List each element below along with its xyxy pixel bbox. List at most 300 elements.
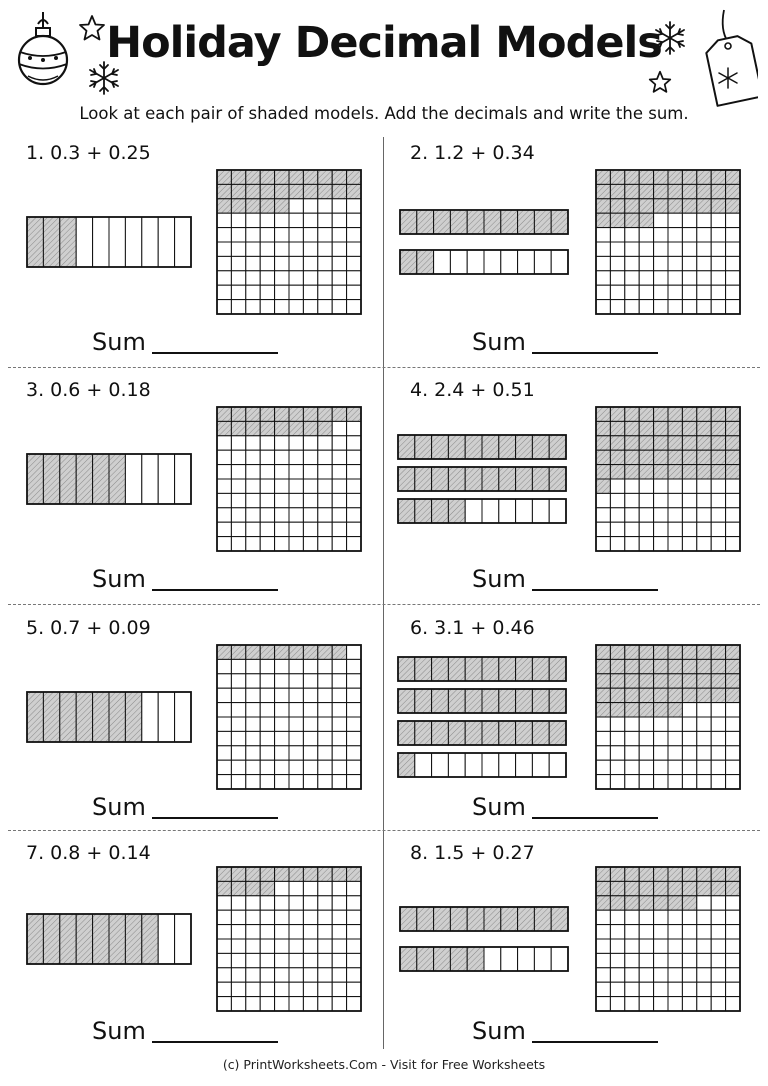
hundredths-cell bbox=[318, 256, 332, 270]
tenths-cell-shaded bbox=[448, 499, 465, 523]
hundredths-cell bbox=[217, 213, 231, 227]
hundredths-cell bbox=[318, 775, 332, 789]
hundredths-cell-shaded bbox=[639, 184, 653, 198]
tenths-cell bbox=[499, 499, 516, 523]
tenths-cell bbox=[450, 250, 467, 274]
hundredths-cell bbox=[289, 522, 303, 536]
hundredths-cell bbox=[231, 493, 245, 507]
hundredths-cell-shaded bbox=[697, 436, 711, 450]
hundredths-cell bbox=[697, 228, 711, 242]
tenths-cell bbox=[142, 692, 158, 742]
tenths-cell bbox=[415, 753, 432, 777]
hundredths-cell bbox=[303, 285, 317, 299]
hundredths-cell-shaded bbox=[668, 659, 682, 673]
problem-4 bbox=[384, 377, 768, 605]
hundredths-cell bbox=[347, 746, 361, 760]
hundredths-cell bbox=[303, 760, 317, 774]
hundredths-cell-shaded bbox=[711, 688, 725, 702]
hundredths-cell-shaded bbox=[625, 407, 639, 421]
hundredths-cell bbox=[726, 242, 740, 256]
tenths-cell bbox=[448, 753, 465, 777]
hundredths-cell bbox=[275, 746, 289, 760]
tenths-cell-shaded bbox=[432, 435, 449, 459]
hundredths-cell bbox=[289, 479, 303, 493]
hundredths-cell-shaded bbox=[639, 407, 653, 421]
tenths-cell bbox=[551, 947, 568, 971]
tenths-cell-shaded bbox=[93, 454, 109, 504]
decimal-models bbox=[0, 377, 384, 577]
hundredths-cell bbox=[289, 436, 303, 450]
hundredths-cell bbox=[260, 479, 274, 493]
hundredths-cell bbox=[246, 997, 260, 1011]
hundredths-cell-shaded bbox=[639, 703, 653, 717]
hundredths-cell-shaded bbox=[217, 407, 231, 421]
sum-answer-line[interactable] bbox=[152, 589, 278, 591]
hundredths-cell-shaded bbox=[697, 199, 711, 213]
hundredths-cell bbox=[654, 285, 668, 299]
tenths-cell-shaded bbox=[499, 657, 516, 681]
hundredths-cell bbox=[231, 896, 245, 910]
hundredths-cell bbox=[347, 522, 361, 536]
hundredths-cell bbox=[303, 271, 317, 285]
tenths-cell-shaded bbox=[434, 210, 451, 234]
hundredths-cell bbox=[625, 300, 639, 314]
hundredths-cell-shaded bbox=[639, 688, 653, 702]
hundredths-cell-shaded bbox=[726, 170, 740, 184]
hundredths-cell bbox=[318, 300, 332, 314]
hundredths-cell-shaded bbox=[639, 867, 653, 881]
hundredths-cell bbox=[347, 731, 361, 745]
hundredths-cell bbox=[639, 910, 653, 924]
hundredths-cell bbox=[289, 450, 303, 464]
hundredths-cell bbox=[639, 493, 653, 507]
hundredths-cell bbox=[610, 925, 624, 939]
tenths-cell-shaded bbox=[551, 907, 568, 931]
hundredths-cell-shaded bbox=[668, 421, 682, 435]
hundredths-cell bbox=[303, 479, 317, 493]
hundredths-cell bbox=[332, 997, 346, 1011]
tenths-cell bbox=[125, 217, 141, 267]
decimal-models bbox=[384, 377, 768, 577]
hundredths-cell bbox=[726, 228, 740, 242]
hundredths-cell bbox=[697, 703, 711, 717]
hundredths-cell-shaded bbox=[275, 645, 289, 659]
hundredths-cell bbox=[217, 775, 231, 789]
decimal-models bbox=[384, 840, 768, 1040]
hundredths-cell-shaded bbox=[596, 436, 610, 450]
hundredths-cell bbox=[596, 242, 610, 256]
hundredths-cell bbox=[231, 271, 245, 285]
hundredths-cell bbox=[303, 450, 317, 464]
hundredths-cell-shaded bbox=[596, 896, 610, 910]
hundredths-cell bbox=[711, 508, 725, 522]
hundredths-cell bbox=[303, 300, 317, 314]
hundredths-cell-shaded bbox=[697, 674, 711, 688]
sum-answer-line[interactable] bbox=[532, 817, 658, 819]
hundredths-cell bbox=[275, 910, 289, 924]
hundredths-cell-shaded bbox=[231, 407, 245, 421]
hundredths-cell-shaded bbox=[625, 674, 639, 688]
hundredths-cell bbox=[289, 508, 303, 522]
hundredths-cell-shaded bbox=[260, 867, 274, 881]
hundredths-cell bbox=[260, 300, 274, 314]
hundredths-cell bbox=[682, 479, 696, 493]
hundredths-cell bbox=[246, 910, 260, 924]
hundredths-cell-shaded bbox=[697, 450, 711, 464]
hundredths-cell bbox=[726, 703, 740, 717]
hundredths-cell bbox=[697, 939, 711, 953]
sum-label: Sum bbox=[472, 328, 526, 356]
hundredths-cell bbox=[260, 213, 274, 227]
hundredths-cell bbox=[711, 479, 725, 493]
tenths-cell-shaded bbox=[467, 907, 484, 931]
hundredths-cell bbox=[246, 508, 260, 522]
hundredths-cell bbox=[726, 271, 740, 285]
hundredths-cell-shaded bbox=[726, 867, 740, 881]
hundredths-cell-shaded bbox=[639, 465, 653, 479]
hundredths-cell-shaded bbox=[697, 465, 711, 479]
hundredths-cell bbox=[668, 271, 682, 285]
hundredths-cell bbox=[318, 982, 332, 996]
hundredths-cell bbox=[726, 953, 740, 967]
hundredths-cell bbox=[231, 522, 245, 536]
hundredths-cell-shaded bbox=[332, 407, 346, 421]
problem-1 bbox=[0, 140, 384, 368]
hundredths-cell bbox=[231, 537, 245, 551]
decimal-models bbox=[0, 840, 384, 1040]
tenths-cell-shaded bbox=[434, 907, 451, 931]
hundredths-cell bbox=[231, 213, 245, 227]
hundredths-cell-shaded bbox=[726, 436, 740, 450]
hundredths-cell bbox=[668, 760, 682, 774]
hundredths-cell-shaded bbox=[625, 450, 639, 464]
hundredths-cell-shaded bbox=[668, 703, 682, 717]
hundredths-cell bbox=[610, 300, 624, 314]
hundredths-cell-shaded bbox=[303, 170, 317, 184]
hundredths-cell bbox=[697, 910, 711, 924]
problem-expression: 5. 0.7 + 0.09 bbox=[26, 617, 151, 639]
hundredths-cell bbox=[682, 537, 696, 551]
hundredths-cell bbox=[726, 997, 740, 1011]
hundredths-cell bbox=[711, 300, 725, 314]
hundredths-cell bbox=[654, 242, 668, 256]
hundredths-cell bbox=[596, 731, 610, 745]
hundredths-cell bbox=[697, 775, 711, 789]
hundredths-cell-shaded bbox=[318, 170, 332, 184]
hundredths-cell-shaded bbox=[726, 881, 740, 895]
hundredths-cell bbox=[711, 271, 725, 285]
sum-answer-line[interactable] bbox=[532, 589, 658, 591]
hundredths-cell-shaded bbox=[654, 645, 668, 659]
hundredths-cell-shaded bbox=[711, 659, 725, 673]
hundredths-cell bbox=[332, 213, 346, 227]
hundredths-cell bbox=[217, 436, 231, 450]
hundredths-cell bbox=[625, 242, 639, 256]
hundredths-cell bbox=[711, 896, 725, 910]
tenths-cell-shaded bbox=[60, 217, 76, 267]
sum-answer-line[interactable] bbox=[152, 352, 278, 354]
hundredths-cell bbox=[347, 493, 361, 507]
hundredths-cell bbox=[596, 271, 610, 285]
tenths-cell bbox=[534, 250, 551, 274]
hundredths-cell-shaded bbox=[726, 407, 740, 421]
hundredths-cell bbox=[260, 228, 274, 242]
hundredths-cell bbox=[246, 703, 260, 717]
hundredths-cell-shaded bbox=[654, 881, 668, 895]
hundredths-cell bbox=[303, 881, 317, 895]
tenths-bar bbox=[400, 907, 568, 931]
hundredths-cell-shaded bbox=[289, 407, 303, 421]
hundredths-cell bbox=[711, 242, 725, 256]
hundredths-cell bbox=[610, 285, 624, 299]
sum-label: Sum bbox=[472, 565, 526, 593]
hundredths-cell-shaded bbox=[668, 465, 682, 479]
hundredths-cell-shaded bbox=[231, 199, 245, 213]
hundredths-cell-shaded bbox=[639, 421, 653, 435]
hundredths-cell-shaded bbox=[217, 184, 231, 198]
tenths-cell bbox=[93, 217, 109, 267]
hundredths-cell-shaded bbox=[711, 450, 725, 464]
tenths-cell-shaded bbox=[415, 689, 432, 713]
hundredths-cell bbox=[332, 199, 346, 213]
hundredths-cell bbox=[260, 925, 274, 939]
hundredths-cell bbox=[726, 717, 740, 731]
hundredths-cell bbox=[260, 450, 274, 464]
hundredths-cell-shaded bbox=[668, 436, 682, 450]
hundredths-cell-shaded bbox=[610, 184, 624, 198]
hundredths-cell-shaded bbox=[639, 896, 653, 910]
sum-answer-line[interactable] bbox=[532, 1041, 658, 1043]
hundredths-cell bbox=[639, 717, 653, 731]
hundredths-cell bbox=[697, 731, 711, 745]
hundredths-cell-shaded bbox=[668, 407, 682, 421]
hundredths-cell bbox=[654, 271, 668, 285]
tenths-cell bbox=[158, 217, 174, 267]
hundredths-cell bbox=[726, 939, 740, 953]
hundredths-cell bbox=[260, 674, 274, 688]
hundredths-cell bbox=[260, 896, 274, 910]
hundredths-cell-shaded bbox=[682, 199, 696, 213]
tenths-cell-shaded bbox=[432, 657, 449, 681]
hundredths-cell-shaded bbox=[260, 199, 274, 213]
tenths-cell-shaded bbox=[551, 210, 568, 234]
hundredths-cell-shaded bbox=[625, 421, 639, 435]
hundredths-cell-shaded bbox=[260, 407, 274, 421]
hundredths-cell bbox=[347, 910, 361, 924]
tenths-cell bbox=[76, 217, 92, 267]
hundredths-cell-shaded bbox=[654, 465, 668, 479]
hundredths-cell bbox=[347, 925, 361, 939]
hundredths-cell bbox=[726, 760, 740, 774]
hundredths-cell bbox=[682, 731, 696, 745]
hundredths-cell-shaded bbox=[275, 170, 289, 184]
hundredths-cell bbox=[217, 522, 231, 536]
problem-expression: 6. 3.1 + 0.46 bbox=[410, 617, 535, 639]
hundredths-cell-shaded bbox=[639, 659, 653, 673]
hundredths-cell bbox=[596, 508, 610, 522]
hundredths-cell bbox=[610, 997, 624, 1011]
hundredths-cell-shaded bbox=[260, 881, 274, 895]
hundredths-cell bbox=[231, 674, 245, 688]
hundredths-cell bbox=[275, 242, 289, 256]
hundredths-cell bbox=[697, 479, 711, 493]
problem-expression: 1. 0.3 + 0.25 bbox=[26, 142, 151, 164]
hundredths-cell bbox=[246, 746, 260, 760]
tenths-cell-shaded bbox=[549, 657, 566, 681]
hundredths-cell-shaded bbox=[697, 867, 711, 881]
hundredths-cell bbox=[318, 688, 332, 702]
hundredths-cell bbox=[318, 199, 332, 213]
hundredths-cell bbox=[289, 997, 303, 1011]
hundredths-cell bbox=[231, 508, 245, 522]
hundredths-cell bbox=[246, 213, 260, 227]
hundredths-cell bbox=[726, 537, 740, 551]
tenths-cell-shaded bbox=[432, 721, 449, 745]
hundredths-cell-shaded bbox=[596, 703, 610, 717]
tenths-cell-shaded bbox=[516, 657, 533, 681]
hundredths-cell bbox=[668, 285, 682, 299]
hundredths-cell bbox=[596, 953, 610, 967]
hundredths-cell bbox=[275, 688, 289, 702]
tenths-cell bbox=[175, 454, 191, 504]
tenths-cell-shaded bbox=[518, 210, 535, 234]
hundredths-cell-shaded bbox=[726, 184, 740, 198]
hundredths-grid bbox=[217, 867, 361, 1011]
tenths-cell bbox=[158, 692, 174, 742]
hundredths-cell bbox=[347, 213, 361, 227]
hundredths-cell bbox=[347, 242, 361, 256]
tenths-cell-shaded bbox=[534, 907, 551, 931]
hundredths-cell bbox=[347, 939, 361, 953]
tenths-cell-shaded bbox=[27, 692, 43, 742]
hundredths-cell bbox=[303, 674, 317, 688]
hundredths-cell bbox=[711, 213, 725, 227]
hundredths-cell bbox=[318, 925, 332, 939]
hundredths-cell bbox=[726, 896, 740, 910]
hundredths-cell bbox=[347, 300, 361, 314]
hundredths-cell bbox=[625, 982, 639, 996]
tenths-cell-shaded bbox=[125, 914, 141, 964]
hundredths-cell bbox=[682, 746, 696, 760]
hundredths-cell bbox=[347, 688, 361, 702]
tenths-cell-shaded bbox=[398, 499, 415, 523]
hundredths-cell bbox=[654, 925, 668, 939]
hundredths-cell bbox=[231, 968, 245, 982]
tenths-cell bbox=[549, 499, 566, 523]
hundredths-cell bbox=[596, 537, 610, 551]
sum-answer-line[interactable] bbox=[532, 352, 658, 354]
hundredths-cell bbox=[654, 300, 668, 314]
tenths-cell bbox=[158, 914, 174, 964]
hundredths-cell bbox=[711, 746, 725, 760]
hundredths-cell bbox=[303, 896, 317, 910]
hundredths-cell bbox=[332, 436, 346, 450]
hundredths-cell bbox=[596, 968, 610, 982]
problem-3 bbox=[0, 377, 384, 605]
tenths-cell-shaded bbox=[43, 914, 59, 964]
hundredths-cell bbox=[668, 939, 682, 953]
problem-expression: 2. 1.2 + 0.34 bbox=[410, 142, 535, 164]
hundredths-cell bbox=[711, 760, 725, 774]
hundredths-cell bbox=[303, 997, 317, 1011]
hundredths-cell bbox=[610, 717, 624, 731]
hundredths-grid bbox=[217, 170, 361, 314]
tenths-cell-shaded bbox=[398, 689, 415, 713]
hundredths-cell bbox=[318, 746, 332, 760]
hundredths-cell bbox=[260, 688, 274, 702]
hundredths-cell bbox=[246, 717, 260, 731]
hundredths-cell bbox=[668, 256, 682, 270]
hundredths-cell bbox=[639, 285, 653, 299]
hundredths-cell bbox=[347, 775, 361, 789]
hundredths-cell bbox=[711, 968, 725, 982]
hundredths-cell-shaded bbox=[654, 659, 668, 673]
hundredths-cell bbox=[275, 436, 289, 450]
hundredths-cell bbox=[726, 910, 740, 924]
hundredths-cell bbox=[303, 436, 317, 450]
tenths-cell-shaded bbox=[450, 947, 467, 971]
hundredths-cell bbox=[711, 925, 725, 939]
tenths-cell-shaded bbox=[417, 907, 434, 931]
tenths-cell bbox=[516, 753, 533, 777]
hundredths-cell bbox=[347, 674, 361, 688]
hundredths-cell bbox=[260, 968, 274, 982]
hundredths-cell bbox=[639, 953, 653, 967]
hundredths-cell bbox=[217, 760, 231, 774]
hundredths-cell bbox=[711, 939, 725, 953]
tenths-cell bbox=[482, 499, 499, 523]
problem-expression: 4. 2.4 + 0.51 bbox=[410, 379, 535, 401]
sum-answer-line[interactable] bbox=[152, 817, 278, 819]
decimal-models bbox=[384, 615, 768, 815]
hundredths-cell bbox=[303, 537, 317, 551]
hundredths-cell-shaded bbox=[711, 199, 725, 213]
hundredths-cell-shaded bbox=[610, 688, 624, 702]
hundredths-cell bbox=[347, 256, 361, 270]
hundredths-cell bbox=[231, 450, 245, 464]
hundredths-cell-shaded bbox=[711, 645, 725, 659]
hundredths-cell bbox=[639, 997, 653, 1011]
hundredths-cell bbox=[217, 968, 231, 982]
tenths-bar bbox=[398, 499, 566, 523]
hundredths-cell bbox=[231, 775, 245, 789]
hundredths-cell-shaded bbox=[217, 421, 231, 435]
tenths-cell-shaded bbox=[467, 947, 484, 971]
hundredths-cell bbox=[275, 731, 289, 745]
tenths-cell-shaded bbox=[43, 217, 59, 267]
hundredths-cell bbox=[347, 968, 361, 982]
hundredths-cell-shaded bbox=[289, 170, 303, 184]
hundredths-cell bbox=[654, 228, 668, 242]
hundredths-cell bbox=[217, 982, 231, 996]
hundredths-cell-shaded bbox=[231, 645, 245, 659]
hundredths-cell-shaded bbox=[711, 436, 725, 450]
hundredths-cell bbox=[697, 213, 711, 227]
sum-answer-line[interactable] bbox=[152, 1041, 278, 1043]
hundredths-cell bbox=[217, 479, 231, 493]
hundredths-cell bbox=[275, 703, 289, 717]
hundredths-cell bbox=[289, 242, 303, 256]
hundredths-cell-shaded bbox=[682, 867, 696, 881]
hundredths-cell-shaded bbox=[625, 465, 639, 479]
tenths-cell bbox=[532, 499, 549, 523]
tenths-cell-shaded bbox=[76, 692, 92, 742]
hundredths-cell-shaded bbox=[318, 407, 332, 421]
hundredths-cell bbox=[275, 760, 289, 774]
hundredths-cell-shaded bbox=[275, 867, 289, 881]
hundredths-cell bbox=[332, 910, 346, 924]
tenths-cell-shaded bbox=[93, 692, 109, 742]
